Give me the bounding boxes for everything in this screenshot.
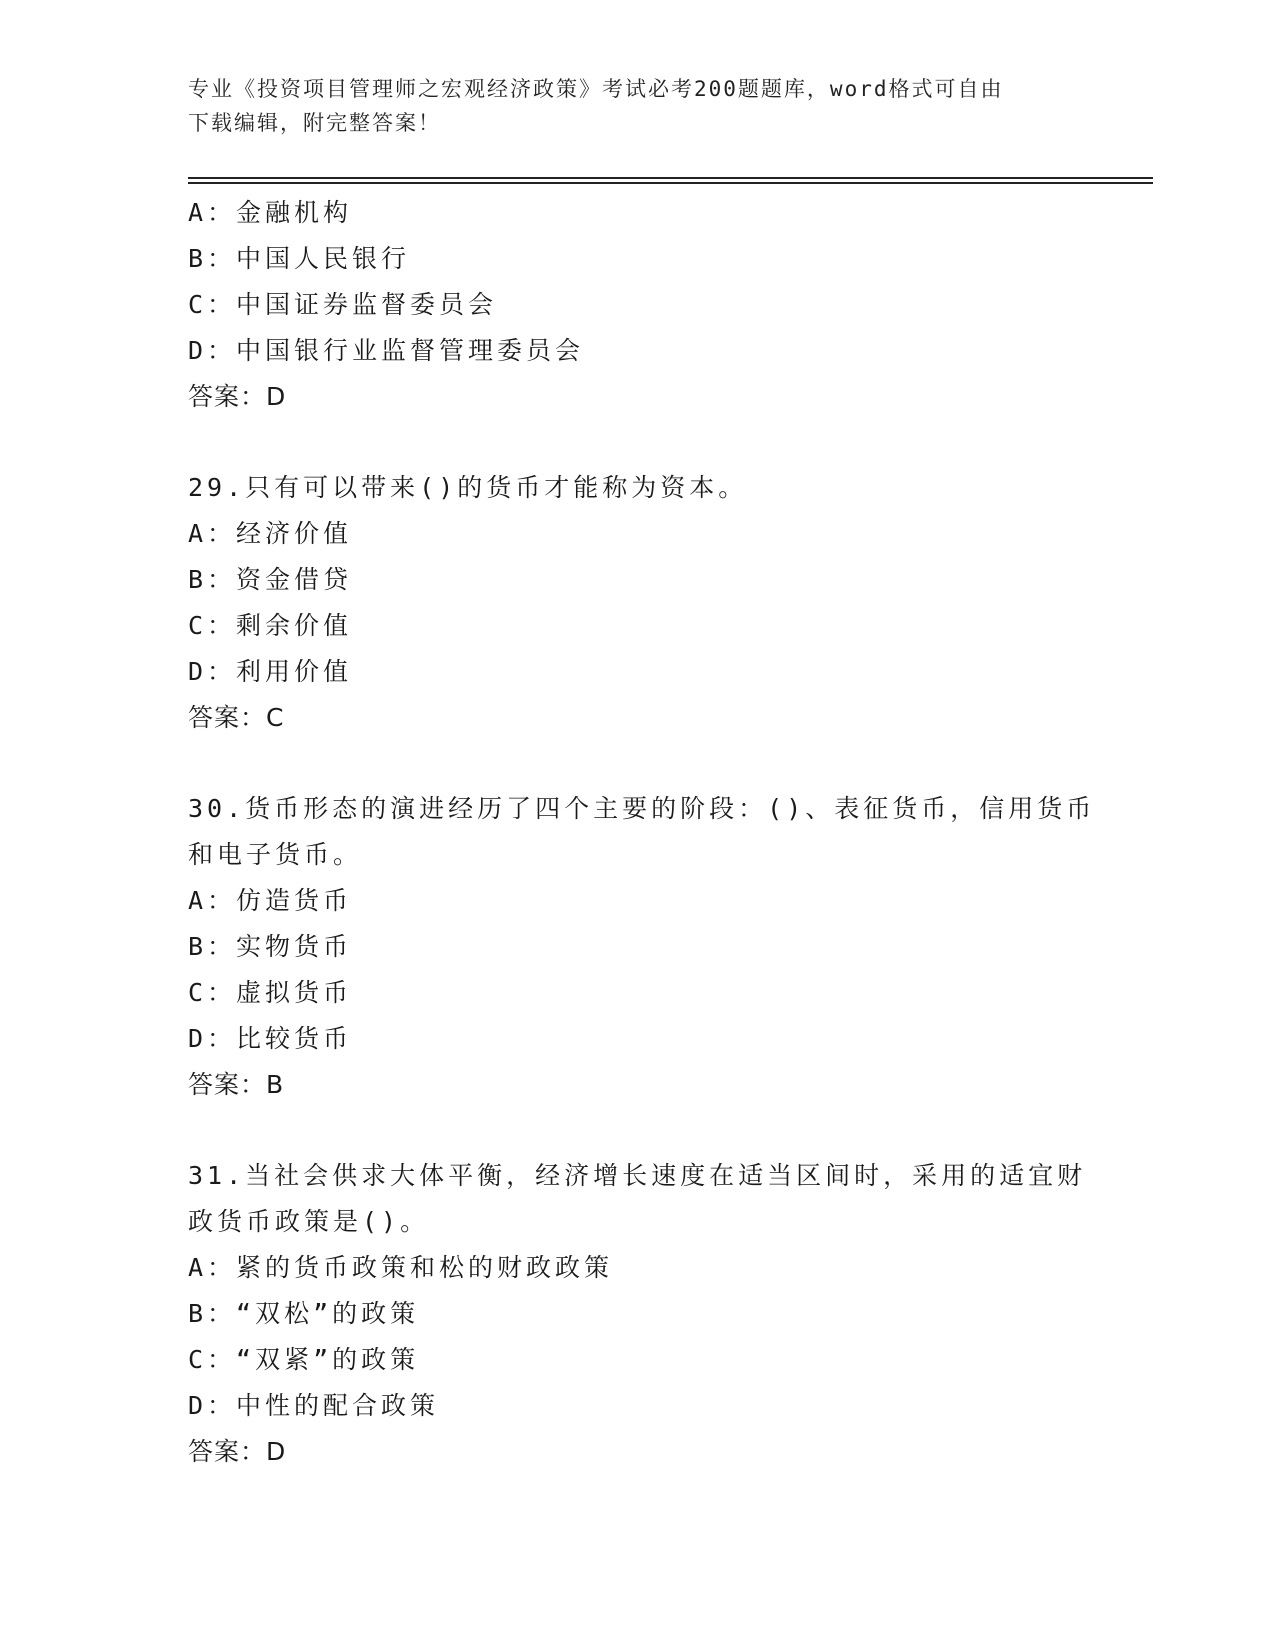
question-text-line-1: 31.当社会供求大体平衡，经济增长速度在适当区间时，采用的适宜财 [188, 1161, 1087, 1190]
question-text: 29.只有可以带来()的货币才能称为资本。 [188, 473, 748, 502]
answer: 答案：B [188, 1070, 285, 1099]
option-b: B：资金借贷 [188, 565, 353, 594]
question-30 [188, 786, 1096, 1108]
question-text-line-2: 和电子货币。 [188, 840, 363, 869]
question-31 [188, 1153, 1088, 1475]
document-header [188, 72, 1088, 140]
option-a: A：仿造货币 [188, 886, 353, 915]
spacer [188, 741, 1088, 786]
option-a: A：金融机构 [188, 198, 353, 227]
option-a: A：紧的货币政策和松的财政政策 [188, 1253, 614, 1282]
answer: 答案：C [188, 703, 285, 732]
question-28 [188, 190, 1088, 420]
option-d: D：利用价值 [188, 657, 353, 686]
answer: 答案：D [188, 1437, 287, 1466]
option-b: B：“双松”的政策 [188, 1299, 420, 1328]
question-text-line-2: 政货币政策是()。 [188, 1207, 430, 1236]
spacer [188, 420, 1088, 465]
option-c: C：虚拟货币 [188, 978, 353, 1007]
option-a: A：经济价值 [188, 519, 353, 548]
header-divider-top [188, 177, 1153, 179]
question-list [188, 190, 1096, 1475]
option-d: D：中性的配合政策 [188, 1391, 440, 1420]
header-line-1: 专业《投资项目管理师之宏观经济政策》考试必考200题题库，word格式可自由 [188, 77, 1004, 101]
answer: 答案：D [188, 382, 287, 411]
option-b: B：实物货币 [188, 932, 353, 961]
header-line-2: 下载编辑，附完整答案！ [188, 111, 441, 135]
option-c: C：中国证券监督委员会 [188, 290, 498, 319]
spacer [188, 1108, 1088, 1153]
option-c: C：剩余价值 [188, 611, 353, 640]
option-c: C：“双紧”的政策 [188, 1345, 420, 1374]
option-d: D：比较货币 [188, 1024, 353, 1053]
option-b: B：中国人民银行 [188, 244, 411, 273]
option-d: D：中国银行业监督管理委员会 [188, 336, 585, 365]
question-text-line-1: 30.货币形态的演进经历了四个主要的阶段：()、表征货币，信用货币 [188, 794, 1096, 823]
header-divider-bottom [188, 182, 1153, 184]
question-29 [188, 465, 1088, 741]
